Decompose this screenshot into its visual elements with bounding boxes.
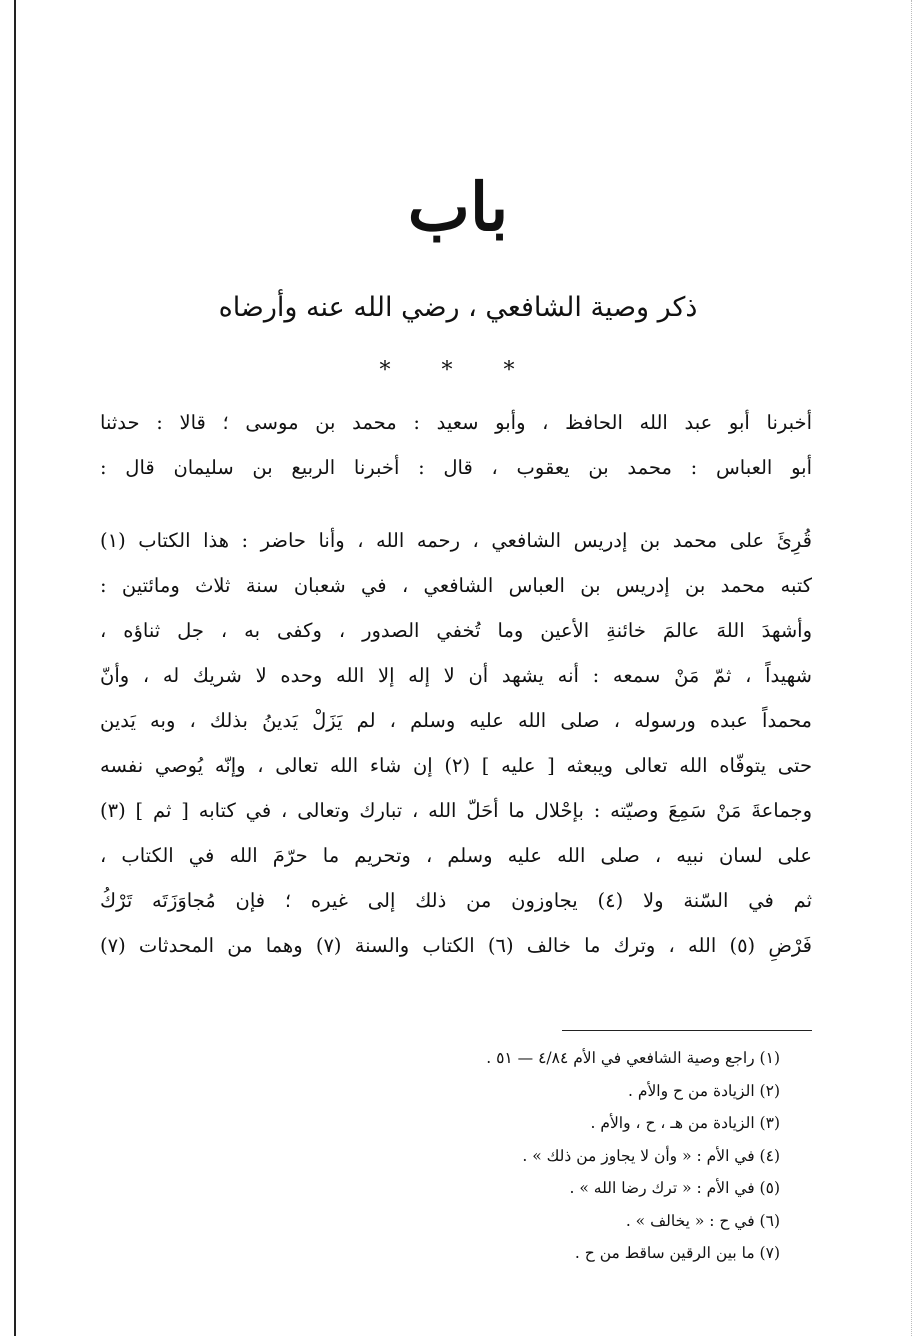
chapter-heading: باب (407, 168, 509, 246)
footnote-divider (562, 1030, 812, 1031)
text-line: حتى يتوفّاه الله تعالى ويبعثه [ عليه ] (٢) إن شاء الله تعالى ، وإنّه يُوصي نفسه (100, 754, 812, 777)
footnote: (٤) في الأم : « وأن لا يجاوز من ذلك » . (522, 1146, 780, 1165)
footnote: (٥) في الأم : « ترك رضا الله » . (569, 1179, 780, 1197)
isnad-paragraph (100, 400, 812, 490)
footnote: (٣) الزيادة من هـ ، ح ، والأم . (590, 1114, 780, 1132)
footnote: (٢) الزيادة من ح والأم . (628, 1081, 780, 1100)
text-line: وأشهدَ اللهَ عالمَ خائنةِ الأعين وما تُخفي الصدور ، وكفى به ، جل ثناؤه ، (100, 619, 812, 642)
text-line: أخبرنا أبو عبد الله الحافظ ، وأبو سعيد : محمد بن موسى ؛ قالا : حدثنا (100, 411, 812, 434)
text-line: على لسان نبيه ، صلى الله عليه وسلم ، وتحريم ما حرّمَ الله في الكتاب ، (100, 844, 812, 867)
footnotes (300, 1042, 780, 1270)
text-line: أبو العباس : محمد بن يعقوب ، قال : أخبرنا الربيع بن سليمان قال : (100, 456, 812, 479)
text-line: فَرْضِ (٥) الله ، وترك ما خالف (٦) الكتاب والسنة (٧) وهما من المحدثات (٧) (100, 934, 812, 957)
text-line: قُرِئَ على محمد بن إدريس الشافعي ، رحمه الله ، وأنا حاضر : هذا الكتاب (١) (100, 529, 812, 552)
text-line: ثم في السّنة ولا (٤) يجاوزون من ذلك إلى غيره ؛ فإن مُجاوَزَتَه تَرْكُ (100, 889, 812, 912)
text-line: محمداً عبده ورسوله ، صلى الله عليه وسلم ، لم يَزَلْ يَدينُ بذلك ، وبه يَدين (100, 709, 812, 732)
text-line: شهيداً ، ثمّ مَنْ سمعه : أنه يشهد أن لا إله إلا الله وحده لا شريك له ، وأنّ (100, 664, 812, 687)
chapter-subheading: ذكر وصية الشافعي ، رضي الله عنه وأرضاه (218, 292, 698, 323)
main-paragraph (100, 518, 812, 968)
asterisk-separator: * * * (379, 358, 537, 383)
footnote: (٦) في ح : « يخالف » . (625, 1211, 780, 1230)
text-line: كتبه محمد بن إدريس بن العباس الشافعي ، في شعبان سنة ثلاث ومائتين : (100, 574, 812, 597)
footnote: (١) راجع وصية الشافعي في الأم ٤/٨٤ — ٥١ . (486, 1049, 780, 1067)
footnote: (٧) ما بين الرقين ساقط من ح . (574, 1244, 780, 1262)
text-line: وجماعةَ مَنْ سَمِعَ وصيّته : بإحْلال ما أحَلّ الله ، تبارك وتعالى ، في كتابه [ ثم ] (٣) (100, 799, 812, 822)
